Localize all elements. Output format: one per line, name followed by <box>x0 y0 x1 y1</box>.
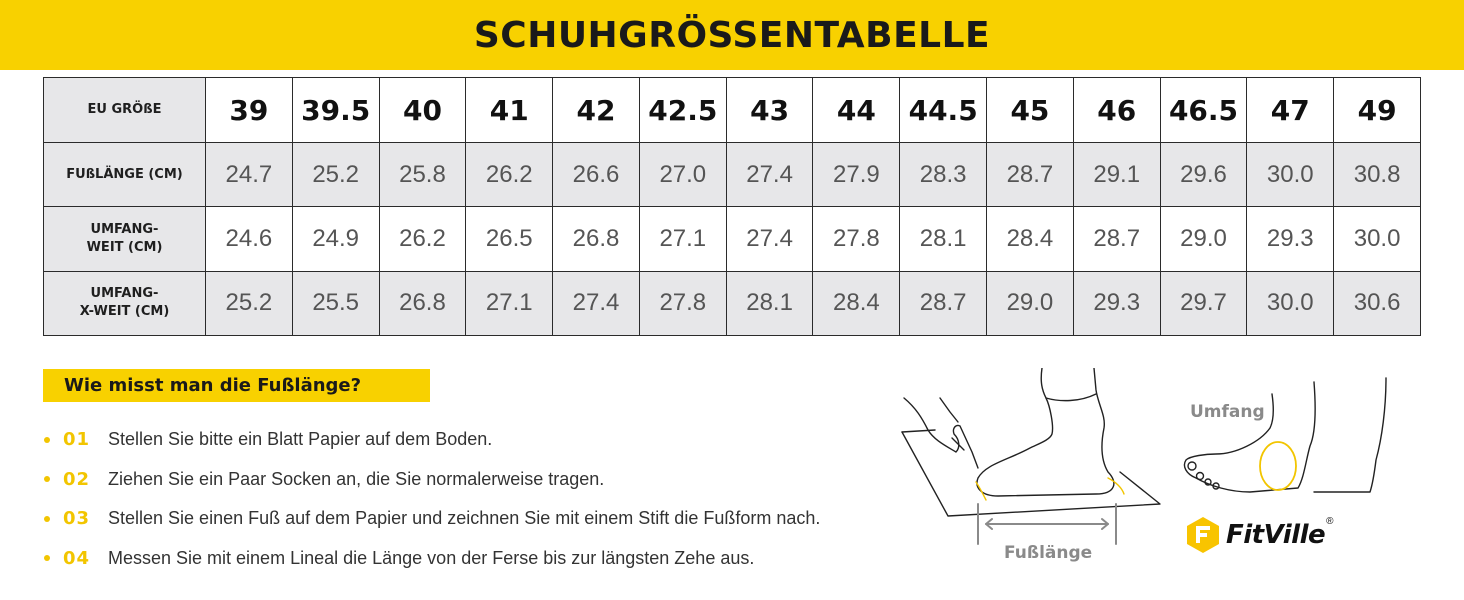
fusslaenge-label: Fußlänge <box>1004 543 1093 563</box>
step-text: Ziehen Sie ein Paar Socken an, die Sie normalerweise tragen. <box>108 468 605 489</box>
fitville-logo-icon <box>1186 516 1220 554</box>
measure-cell: 26.2 <box>379 207 466 271</box>
steps-list <box>43 420 820 578</box>
eu-size-cell: 46.5 <box>1160 78 1247 143</box>
eu-size-cell: 42.5 <box>639 78 726 143</box>
bullet-dot-icon <box>44 555 50 561</box>
measure-cell: 29.3 <box>1073 271 1160 335</box>
eu-size-cell: 44 <box>813 78 900 143</box>
row-header <box>44 207 206 271</box>
measure-cell: 24.9 <box>292 207 379 271</box>
measure-cell: 30.0 <box>1247 271 1334 335</box>
row-header-line: WEIT (CM) <box>86 240 163 256</box>
brand-logo <box>1186 516 1334 554</box>
row-header <box>44 271 206 335</box>
eu-size-cell: 47 <box>1247 78 1334 143</box>
title-banner <box>0 0 1464 70</box>
measure-cell: 27.8 <box>639 271 726 335</box>
row-header: EU GRÖßE <box>44 78 206 143</box>
measure-cell: 26.5 <box>466 207 553 271</box>
eu-size-cell: 46 <box>1073 78 1160 143</box>
outline-mark <box>976 482 986 500</box>
eu-size-row <box>44 78 1421 143</box>
measure-cell: 30.0 <box>1334 207 1421 271</box>
measure-cell: 28.7 <box>987 143 1074 207</box>
measure-cell: 25.5 <box>292 271 379 335</box>
measure-cell: 26.2 <box>466 143 553 207</box>
howto-heading <box>43 369 430 402</box>
row-header-line: X-WEIT (CM) <box>79 304 170 320</box>
bullet-dot-icon <box>44 516 50 522</box>
eu-size-cell: 43 <box>726 78 813 143</box>
step-number: 03 <box>63 508 91 530</box>
measure-row <box>44 207 1421 271</box>
eu-size-cell: 49 <box>1334 78 1421 143</box>
umfang-label: Umfang <box>1190 402 1265 422</box>
row-header <box>44 143 206 207</box>
measure-cell: 27.4 <box>726 143 813 207</box>
measure-cell: 28.3 <box>900 143 987 207</box>
measure-cell: 28.7 <box>900 271 987 335</box>
registered-mark: ® <box>1326 515 1334 527</box>
eu-size-cell: 45 <box>987 78 1074 143</box>
page-title: SCHUHGRÖSSENTABELLE <box>473 14 991 56</box>
bullet-dot-icon <box>44 476 50 482</box>
measure-cell: 27.1 <box>639 207 726 271</box>
eu-size-cell: 41 <box>466 78 553 143</box>
measure-cell: 29.3 <box>1247 207 1334 271</box>
measure-cell: 29.0 <box>1160 207 1247 271</box>
measure-cell: 30.8 <box>1334 143 1421 207</box>
step-text: Messen Sie mit einem Lineal die Länge von der Ferse bis zur längsten Zehe aus. <box>108 547 755 568</box>
measure-cell: 29.0 <box>987 271 1074 335</box>
measure-cell: 28.4 <box>813 271 900 335</box>
measure-cell: 29.6 <box>1160 143 1247 207</box>
measure-cell: 26.8 <box>553 207 640 271</box>
step-number: 04 <box>63 547 91 569</box>
measure-cell: 27.4 <box>726 207 813 271</box>
eu-size-cell: 39 <box>206 78 293 143</box>
measure-cell: 25.2 <box>292 143 379 207</box>
eu-size-cell: 40 <box>379 78 466 143</box>
measure-cell: 25.2 <box>206 271 293 335</box>
measure-cell: 27.9 <box>813 143 900 207</box>
measure-cell: 28.1 <box>900 207 987 271</box>
measure-cell: 26.8 <box>379 271 466 335</box>
step-item <box>43 460 820 500</box>
measure-cell: 27.8 <box>813 207 900 271</box>
howto-title: Wie misst man die Fußlänge? <box>64 375 362 396</box>
measure-cell: 29.7 <box>1160 271 1247 335</box>
measure-cell: 26.6 <box>553 143 640 207</box>
step-text: Stellen Sie einen Fuß auf dem Papier und zeichnen Sie mit einem Stift die Fußform nach. <box>108 508 821 529</box>
row-header-line: UMFANG- <box>90 222 159 238</box>
measure-cell: 28.4 <box>987 207 1074 271</box>
step-item <box>43 420 820 460</box>
eu-size-cell: 44.5 <box>900 78 987 143</box>
step-item <box>43 539 820 579</box>
measure-cell: 28.1 <box>726 271 813 335</box>
measure-row <box>44 271 1421 335</box>
eu-size-cell: 42 <box>553 78 640 143</box>
measure-cell: 28.7 <box>1073 207 1160 271</box>
measure-cell: 25.8 <box>379 143 466 207</box>
measure-cell: 27.1 <box>466 271 553 335</box>
paper-sheet <box>902 432 1160 516</box>
umfang-loop <box>1260 442 1296 490</box>
row-header-line: UMFANG- <box>90 286 159 302</box>
measure-cell: 29.1 <box>1073 143 1160 207</box>
size-table <box>43 77 1421 336</box>
measure-cell: 30.6 <box>1334 271 1421 335</box>
bullet-dot-icon <box>44 437 50 443</box>
sock-foot <box>977 368 1114 496</box>
step-item <box>43 499 820 539</box>
eu-size-cell: 39.5 <box>292 78 379 143</box>
measure-cell: 27.0 <box>639 143 726 207</box>
brand-name: FitVille <box>1226 520 1326 550</box>
row-header-line: FUßLÄNGE (CM) <box>66 166 183 182</box>
measure-cell: 24.7 <box>206 143 293 207</box>
measure-cell: 27.4 <box>553 271 640 335</box>
measure-cell: 30.0 <box>1247 143 1334 207</box>
step-text: Stellen Sie bitte ein Blatt Papier auf dem Boden. <box>108 429 493 450</box>
step-number: 02 <box>63 468 91 490</box>
measure-row <box>44 143 1421 207</box>
measure-cell: 24.6 <box>206 207 293 271</box>
step-number: 01 <box>63 429 91 451</box>
hand-with-pen <box>904 398 978 468</box>
